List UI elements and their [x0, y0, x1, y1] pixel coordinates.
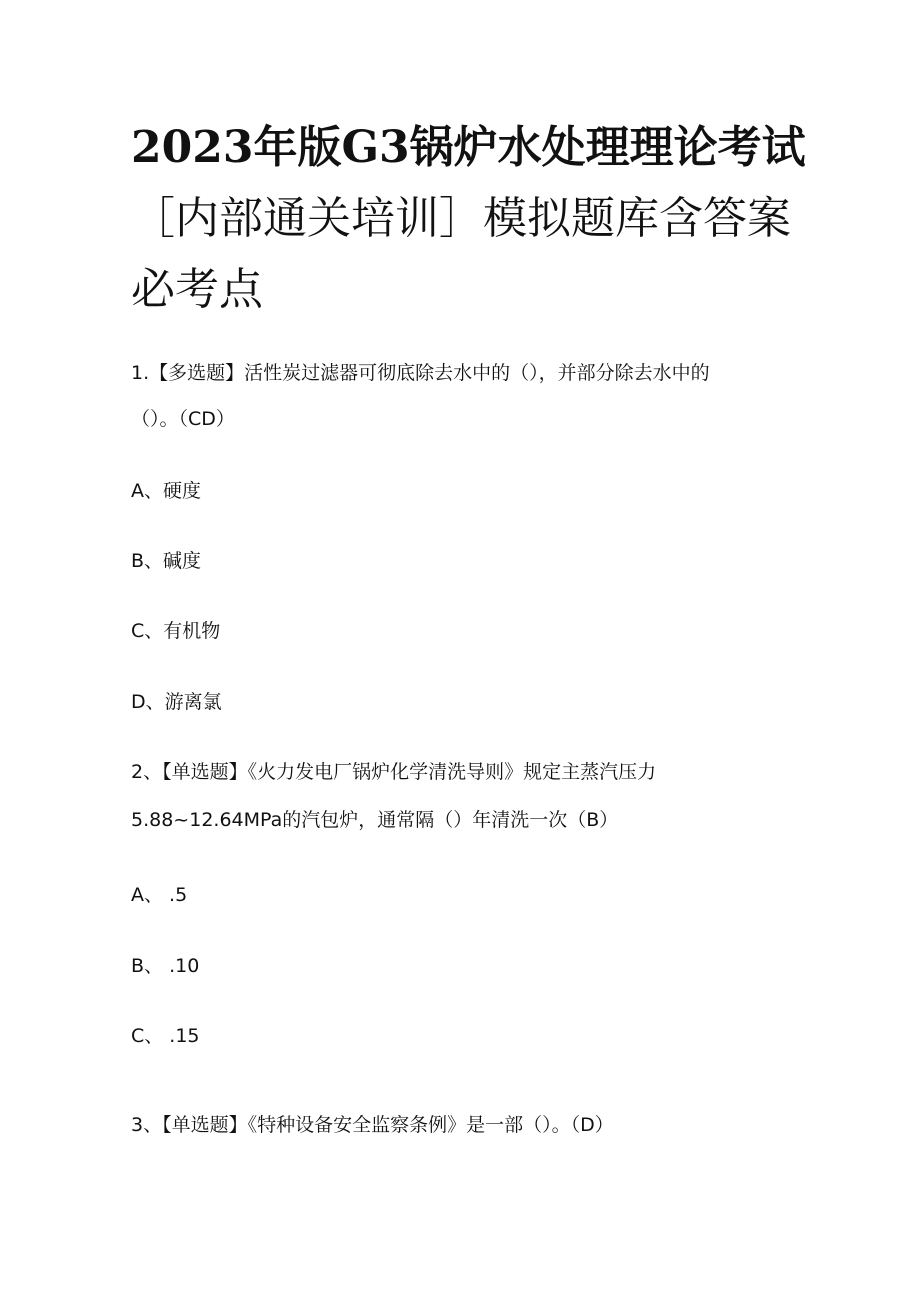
question-2-option-b: B、 .10 [131, 955, 200, 977]
question-2-option-c: C、 .15 [131, 1025, 200, 1047]
document-title [131, 112, 806, 325]
question-2-stem-continued: 5.88~12.64MPa的汽包炉，通常隔（）年清洗一次（B） [131, 809, 619, 831]
question-2-stem: 2、【单选题】《火力发电厂锅炉化学清洗导则》规定主蒸汽压力 [131, 761, 657, 783]
title-line-1: 2023年版G3锅炉水处理理论考试 [131, 122, 806, 173]
question-2-option-a: A、 .5 [131, 884, 188, 906]
title-line-3: 必考点 [131, 264, 263, 315]
question-1-stem-continued: （）。（CD） [131, 408, 235, 430]
question-1-stem: 1.【多选题】活性炭过滤器可彻底除去水中的（），并部分除去水中的 [131, 362, 710, 384]
question-3-stem: 3、【单选题】《特种设备安全监察条例》是一部（）。（D） [131, 1114, 614, 1136]
question-1-option-d: D、游离氯 [131, 691, 222, 713]
question-1-option-c: C、有机物 [131, 620, 221, 642]
question-1-option-b: B、碱度 [131, 550, 202, 572]
question-1-option-a: A、硬度 [131, 480, 201, 502]
title-line-2: ［内部通关培训］模拟题库含答案 [131, 193, 791, 244]
